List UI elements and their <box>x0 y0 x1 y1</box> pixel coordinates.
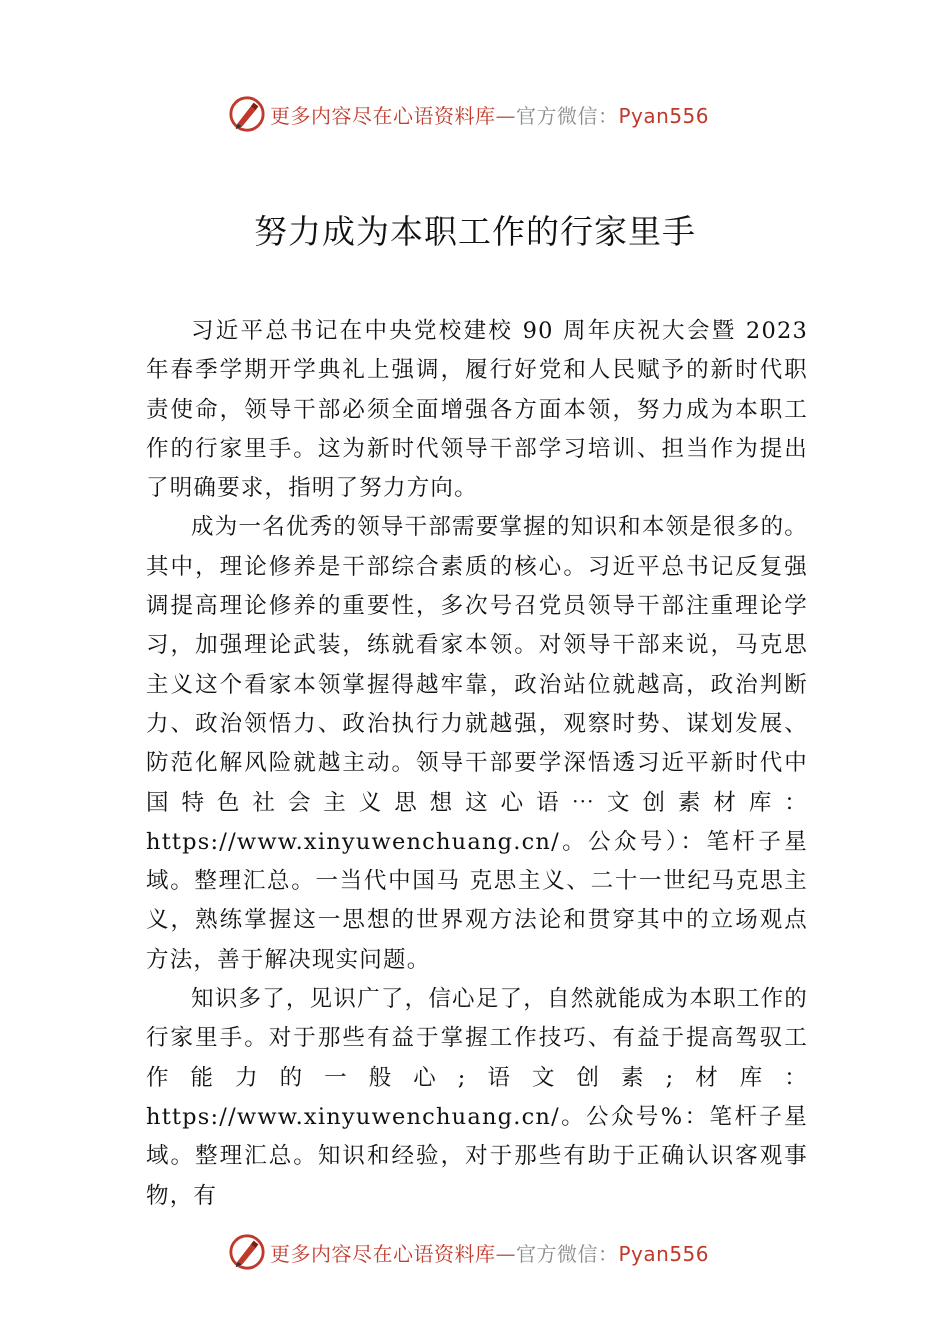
paragraph-1: 习近平总书记在中央党校建校 90 周年庆祝大会暨 2023 年春季学期开学典礼上强调，履行好党和人民赋予的新时代职责使命，领导干部必须全面增强各方面本领，努力成为本职工作的行家里手。这为新时代领导干部学习培训、担当作为提出了明确要求，指明了努力方向。 <box>146 318 808 502</box>
header-banner-text <box>270 100 709 129</box>
pen-logo-icon <box>228 1233 266 1271</box>
footer-banner-dash: — <box>495 1241 516 1266</box>
header-banner-main: 更多内容尽在心语资料库 <box>270 103 496 128</box>
article-body <box>146 312 808 1216</box>
paragraph-3: 知识多了，见识广了，信心足了，自然就能成为本职工作的行家里手。对于那些有益于掌握工作技巧、有益于提高驾驭工作能力的一般心;语文创素;材库：https://www.xinyuwenchuang.cn/。公众号%：笔杆子星域。整理汇总。知识和经验，对于那些有助于正确认识客观事物，有 <box>146 986 808 1209</box>
paragraph-2: 成为一名优秀的领导干部需要掌握的知识和本领是很多的。其中，理论修养是干部综合素质的核心。习近平总书记反复强调提高理论修养的重要性，多次号召党员领导干部注重理论学习，加强理论武装，练就看家本领。对领导干部来说，马克思主义这个看家本领掌握得越牢靠，政治站位就越高，政治判断力、政治领悟力、政治执行力就越强，观察时势、谋划发展、防范化解风险就越主动。领导干部要学深悟透习近平新时代中国特色社会主义思想这心语⋯文创素材库：https://www.xinyuwenchuang.cn/。公众号）：笔杆子星域。整理汇总。一当代中国马 克思主义、二十一世纪马克思主义，熟练掌握这一思想的世界观方法论和贯穿其中的立场观点方法，善于解决现实问题。 <box>146 514 808 973</box>
footer-banner-text <box>270 1238 709 1267</box>
page-title: 努力成为本职工作的行家里手 <box>254 212 696 251</box>
header-banner-wechat-id: Pyan556 <box>618 103 710 128</box>
footer-banner-wechat-id: Pyan556 <box>618 1241 710 1266</box>
footer-banner <box>228 1232 728 1272</box>
header-banner-dash: — <box>495 103 516 128</box>
pen-logo-icon <box>228 95 266 133</box>
footer-banner-main: 更多内容尽在心语资料库 <box>270 1241 496 1266</box>
header-banner <box>228 94 728 134</box>
footer-banner-wechat-label: 官方微信： <box>516 1241 619 1266</box>
header-banner-wechat-label: 官方微信： <box>516 103 619 128</box>
